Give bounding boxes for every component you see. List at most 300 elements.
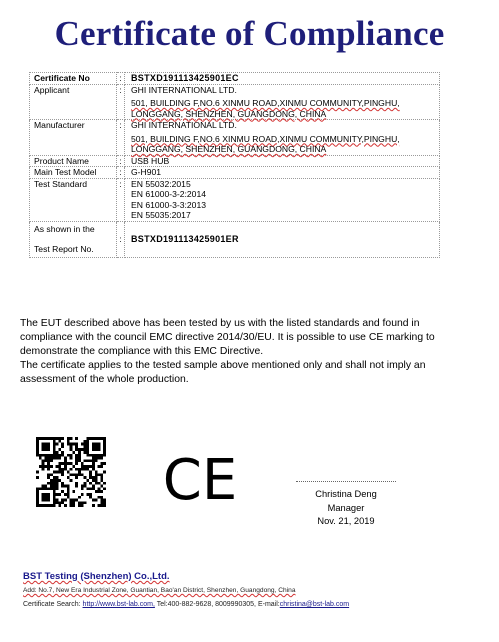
colon-text: : [119, 233, 122, 244]
qr-module [42, 485, 45, 488]
qr-module [36, 504, 39, 507]
qr-module [39, 457, 42, 460]
qr-module [53, 451, 56, 454]
qr-module [56, 485, 59, 488]
qr-module [56, 479, 59, 482]
qr-module [75, 448, 78, 451]
manufacturer-label: Manufacturer [30, 120, 117, 156]
qr-module [95, 473, 98, 476]
qr-module [58, 468, 61, 471]
qr-module [72, 473, 75, 476]
qr-module [53, 501, 56, 504]
qr-module [92, 448, 95, 451]
qr-module [98, 445, 101, 448]
qr-module [53, 504, 56, 507]
qr-module [42, 493, 45, 496]
table-row [30, 178, 440, 221]
qr-module [67, 443, 70, 446]
qr-module [61, 451, 64, 454]
qr-module [47, 448, 50, 451]
qr-module [36, 501, 39, 504]
qr-module [81, 485, 84, 488]
qr-module [47, 499, 50, 502]
qr-module [75, 459, 78, 462]
qr-module [56, 465, 59, 468]
qr-module [100, 465, 103, 468]
qr-module [50, 473, 53, 476]
qr-module [86, 454, 89, 457]
qr-module [72, 499, 75, 502]
qr-module [50, 454, 53, 457]
qr-module [36, 440, 39, 443]
qr-module [56, 499, 59, 502]
qr-module [56, 437, 59, 440]
qr-module [89, 471, 92, 474]
qr-module [92, 479, 95, 482]
qr-module [61, 490, 64, 493]
qr-module [70, 499, 73, 502]
qr-module [47, 482, 50, 485]
qr-module [89, 473, 92, 476]
qr-module [78, 496, 81, 499]
qr-module [103, 504, 106, 507]
search-label: Certificate Search: [23, 601, 81, 608]
qr-module [98, 487, 101, 490]
table-row [30, 167, 440, 179]
qr-module [42, 504, 45, 507]
qr-module [47, 462, 50, 465]
signature-line [296, 481, 396, 482]
report-no-label-line1: As shown in the [34, 223, 95, 234]
qr-module [58, 457, 61, 460]
qr-module [67, 493, 70, 496]
qr-module [44, 465, 47, 468]
qr-module [47, 476, 50, 479]
qr-module [47, 465, 50, 468]
qr-module [70, 443, 73, 446]
qr-module [53, 482, 56, 485]
qr-module [42, 468, 45, 471]
qr-module [103, 487, 106, 490]
qr-module [84, 451, 87, 454]
qr-module [70, 437, 73, 440]
qr-module [75, 468, 78, 471]
qr-module [86, 487, 89, 490]
qr-module [103, 454, 106, 457]
qr-module [70, 479, 73, 482]
telephone: Tel:400-882-9628, 8009990305, [156, 601, 256, 608]
qr-module [53, 493, 56, 496]
qr-module [103, 462, 106, 465]
qr-module [98, 490, 101, 493]
qr-module [81, 448, 84, 451]
qr-module [36, 496, 39, 499]
qr-module [81, 473, 84, 476]
compliance-statement [20, 317, 460, 387]
qr-module [89, 454, 92, 457]
qr-module [53, 454, 56, 457]
qr-module [86, 445, 89, 448]
qr-module [36, 490, 39, 493]
qr-module [103, 501, 106, 504]
manufacturer-address: 501, BUILDING F,NO.6 XINMU ROAD,XINMU COMMUNITY,PINGHU, LONGGANG, SHENZHEN, GUANGDONG, CHINA [131, 133, 400, 154]
qr-module [103, 448, 106, 451]
ce-mark-text: CE [163, 451, 237, 507]
qr-module [61, 437, 64, 440]
qr-module [56, 476, 59, 479]
qr-module [100, 454, 103, 457]
table-row [30, 73, 440, 85]
qr-module [75, 454, 78, 457]
qr-module [98, 448, 101, 451]
qr-module [92, 443, 95, 446]
qr-module [50, 487, 53, 490]
qr-module [70, 448, 73, 451]
signatory-name: Christina Deng [315, 489, 377, 499]
qr-module [53, 437, 56, 440]
qr-module [67, 454, 70, 457]
qr-module [44, 459, 47, 462]
qr-module [84, 468, 87, 471]
qr-module [86, 459, 89, 462]
qr-module [67, 490, 70, 493]
qr-module [53, 476, 56, 479]
email-label: E-mail: [257, 601, 280, 608]
qr-module [36, 493, 39, 496]
qr-module [70, 457, 73, 460]
qr-module [75, 476, 78, 479]
qr-module [47, 493, 50, 496]
qr-module [53, 443, 56, 446]
qr-module [78, 468, 81, 471]
qr-module [103, 445, 106, 448]
qr-module [92, 465, 95, 468]
qr-module [56, 457, 59, 460]
report-no-label [30, 221, 117, 257]
qr-module [81, 501, 84, 504]
qr-module [89, 482, 92, 485]
qr-module [89, 476, 92, 479]
qr-module [58, 437, 61, 440]
qr-code-icon [36, 437, 106, 507]
qr-module [42, 462, 45, 465]
qr-module [92, 485, 95, 488]
qr-module [53, 485, 56, 488]
qr-module [47, 437, 50, 440]
qr-module [72, 465, 75, 468]
qr-module [78, 504, 81, 507]
qr-module [44, 499, 47, 502]
qr-module [42, 437, 45, 440]
qr-module [67, 471, 70, 474]
qr-module [61, 443, 64, 446]
qr-module [53, 499, 56, 502]
qr-module [84, 465, 87, 468]
qr-module [95, 476, 98, 479]
qr-module [78, 457, 81, 460]
qr-module [44, 485, 47, 488]
qr-module [67, 487, 70, 490]
qr-module [92, 487, 95, 490]
statement-paragraph: The EUT described above has been tested by us with the listed standards and found in compliance with the council EMC directive 2014/30/EU. It is possible to use CE marking to demonstrate the compliance with this EMC Directive. [20, 318, 435, 357]
qr-module [64, 457, 67, 460]
qr-module [36, 454, 39, 457]
qr-module [39, 487, 42, 490]
qr-module [95, 448, 98, 451]
qr-module [70, 445, 73, 448]
page-title: Certificate of Compliance [54, 14, 445, 53]
qr-module [84, 501, 87, 504]
qr-module [103, 451, 106, 454]
qr-module [81, 462, 84, 465]
qr-module [61, 485, 64, 488]
certificate-search [23, 601, 349, 608]
qr-module [98, 482, 101, 485]
qr-module [61, 473, 64, 476]
qr-module [56, 443, 59, 446]
qr-module [39, 437, 42, 440]
email-link[interactable]: christina@bst-lab.com [279, 601, 350, 608]
qr-module [53, 440, 56, 443]
qr-module [44, 445, 47, 448]
qr-module [42, 448, 45, 451]
qr-module [67, 440, 70, 443]
qr-module [58, 454, 61, 457]
qr-module [44, 487, 47, 490]
colon: : [117, 120, 125, 156]
qr-module [58, 465, 61, 468]
qr-module [47, 443, 50, 446]
qr-module [75, 462, 78, 465]
qr-module [67, 462, 70, 465]
qr-module [44, 443, 47, 446]
qr-module [44, 437, 47, 440]
colon: : [117, 84, 125, 120]
qr-module [70, 504, 73, 507]
qr-module [100, 462, 103, 465]
qr-module [95, 443, 98, 446]
qr-module [95, 490, 98, 493]
qr-module [64, 465, 67, 468]
qr-module [86, 465, 89, 468]
qr-module [36, 451, 39, 454]
qr-module [100, 496, 103, 499]
qr-module [78, 501, 81, 504]
qr-module [98, 443, 101, 446]
qr-module [53, 448, 56, 451]
qr-module [98, 504, 101, 507]
qr-module [103, 471, 106, 474]
qr-module [72, 490, 75, 493]
signature-block [296, 481, 396, 529]
qr-module [95, 482, 98, 485]
qr-module [98, 457, 101, 460]
qr-module [86, 468, 89, 471]
qr-module [92, 437, 95, 440]
qr-module [70, 473, 73, 476]
qr-module [58, 440, 61, 443]
product-name-value: USB HUB [125, 155, 440, 167]
qr-module [64, 459, 67, 462]
qr-module [67, 437, 70, 440]
qr-module [58, 479, 61, 482]
qr-module [61, 445, 64, 448]
qr-module [72, 501, 75, 504]
qr-module [81, 465, 84, 468]
qr-module [56, 482, 59, 485]
qr-module [42, 459, 45, 462]
qr-module [103, 499, 106, 502]
qr-module [44, 493, 47, 496]
qr-module [47, 457, 50, 460]
qr-module [42, 443, 45, 446]
qr-module [53, 496, 56, 499]
qr-module [89, 493, 92, 496]
test-standard-item: EN 61000-3-2:2014 [131, 189, 207, 199]
qr-module [44, 448, 47, 451]
qr-module [61, 468, 64, 471]
qr-module [70, 468, 73, 471]
qr-module [58, 501, 61, 504]
qr-module [39, 465, 42, 468]
test-standard-label: Test Standard [30, 178, 117, 221]
qr-module [78, 471, 81, 474]
qr-module [50, 479, 53, 482]
qr-module [89, 496, 92, 499]
qr-module [86, 440, 89, 443]
qr-module [103, 437, 106, 440]
qr-module [58, 462, 61, 465]
qr-module [84, 448, 87, 451]
qr-module [36, 448, 39, 451]
qr-module [92, 445, 95, 448]
qr-module [39, 504, 42, 507]
qr-module [75, 445, 78, 448]
qr-module [84, 476, 87, 479]
company-name: BST Testing (Shenzhen) Co.,Ltd. [23, 571, 170, 582]
qr-module [75, 482, 78, 485]
test-standard-item: EN 55032:2015 [131, 178, 191, 189]
colon: : [117, 155, 125, 167]
qr-module [72, 443, 75, 446]
qr-module [95, 457, 98, 460]
qr-module [78, 459, 81, 462]
qr-module [53, 445, 56, 448]
qr-module [75, 443, 78, 446]
qr-module [92, 462, 95, 465]
qr-module [92, 459, 95, 462]
search-link[interactable]: http://www.bst-lab.com, [82, 601, 155, 608]
product-name-label: Product Name [30, 155, 117, 167]
qr-module [70, 454, 73, 457]
qr-module [100, 473, 103, 476]
qr-module [70, 501, 73, 504]
qr-module [50, 457, 53, 460]
qr-module [53, 479, 56, 482]
qr-module [36, 476, 39, 479]
signatory-title: Manager [327, 502, 365, 513]
qr-module [42, 487, 45, 490]
colon [117, 221, 125, 257]
qr-module [53, 457, 56, 460]
qr-module [50, 482, 53, 485]
qr-module [78, 454, 81, 457]
main-test-model-label: Main Test Model [30, 167, 117, 179]
qr-module [64, 493, 67, 496]
qr-module [98, 465, 101, 468]
qr-module [75, 473, 78, 476]
qr-module [53, 490, 56, 493]
qr-module [98, 454, 101, 457]
qr-module [95, 437, 98, 440]
qr-module [89, 459, 92, 462]
table-row [30, 84, 440, 120]
qr-module [95, 459, 98, 462]
qr-module [61, 482, 64, 485]
qr-module [103, 440, 106, 443]
table-row [30, 120, 440, 156]
qr-module [53, 471, 56, 474]
qr-module [36, 471, 39, 474]
applicant-name: GHI INTERNATIONAL LTD. [131, 84, 237, 95]
qr-module [61, 471, 64, 474]
qr-module [84, 459, 87, 462]
report-no-label-line2: Test Report No. [34, 244, 94, 254]
qr-module [61, 499, 64, 502]
qr-module [84, 445, 87, 448]
qr-module [58, 448, 61, 451]
qr-module [100, 490, 103, 493]
table-row [30, 155, 440, 167]
qr-module [36, 445, 39, 448]
signature-date: Nov. 21, 2019 [317, 516, 375, 526]
qr-module [95, 499, 98, 502]
qr-module [95, 445, 98, 448]
qr-module [81, 487, 84, 490]
qr-module [86, 437, 89, 440]
qr-module [56, 487, 59, 490]
certificate-no-label: Certificate No [30, 73, 117, 85]
qr-module [47, 496, 50, 499]
qr-module [64, 485, 67, 488]
qr-module [72, 504, 75, 507]
statement-paragraph: The certificate applies to the tested sample above mentioned only and shall not imply an assessment of the whole production. [20, 360, 426, 385]
qr-module [81, 468, 84, 471]
certificate-info-table [29, 72, 440, 258]
qr-module [56, 493, 59, 496]
qr-module [61, 462, 64, 465]
qr-module [36, 487, 39, 490]
qr-module [103, 443, 106, 446]
certificate-no-value: BSTXD191113425901EC [125, 73, 440, 85]
qr-module [50, 504, 53, 507]
qr-module [50, 437, 53, 440]
qr-module [42, 499, 45, 502]
qr-module [47, 487, 50, 490]
qr-module [50, 459, 53, 462]
qr-module [70, 462, 73, 465]
qr-module [95, 479, 98, 482]
qr-module [103, 482, 106, 485]
qr-module [64, 499, 67, 502]
qr-module [61, 501, 64, 504]
qr-module [75, 499, 78, 502]
qr-module [42, 496, 45, 499]
qr-module [36, 437, 39, 440]
qr-module [100, 476, 103, 479]
qr-module [78, 448, 81, 451]
qr-module [56, 451, 59, 454]
